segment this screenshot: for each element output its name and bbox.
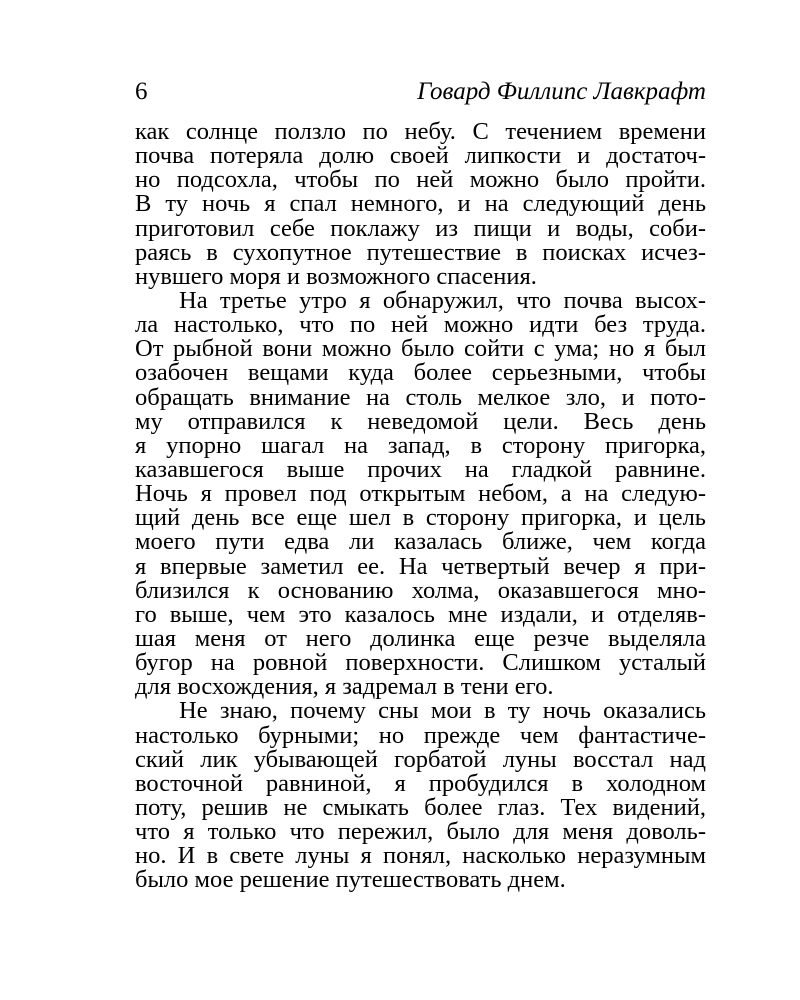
text-line: почва потеряла долю своей липкости и достаточ-	[135, 142, 706, 170]
text-line: было мое решение путешествовать днем.	[135, 866, 566, 894]
text-line: близился к основанию холма, оказавшегося мно-	[135, 576, 706, 604]
text-line: ский лик убывающей горбатой луны восстал над	[135, 745, 706, 773]
text-line: ла настолько, что по ней можно идти без труда.	[135, 311, 706, 339]
text-line: приготовил себе поклажу из пищи и воды, соби-	[135, 214, 706, 242]
text-line: Ночь я провел под открытым небом, а на следую-	[135, 480, 706, 508]
text-line: восточной равниной, я пробудился в холодном	[135, 769, 706, 797]
text-line: Не знаю, почему сны мои в ту ночь оказались	[179, 697, 706, 725]
body-text	[135, 120, 706, 893]
text-line: бугор на ровной поверхности. Слишком усталый	[135, 649, 706, 677]
text-line: В ту ночь я спал немного, и на следующий день	[135, 190, 706, 218]
text-line: озабочен вещами куда более серьезными, чтобы	[135, 359, 706, 387]
text-line: я впервые заметил ее. На четвертый вечер я при-	[135, 552, 706, 580]
text-line: но. И в свете луны я понял, насколько неразумным	[135, 842, 706, 870]
text-line: для восхождения, я задремал в тени его.	[135, 673, 554, 701]
text-line: я упорно шагал на запад, в сторону пригорка,	[135, 431, 706, 459]
text-line: му отправился к неведомой цели. Весь день	[135, 407, 706, 435]
text-line: шая меня от него долинка еще резче выделяла	[135, 624, 706, 652]
text-line: моего пути едва ли казалась ближе, чем когда	[135, 528, 706, 556]
text-line: обращать внимание на столь мелкое зло, и пото-	[135, 383, 706, 411]
text-line: настолько бурными; но прежде чем фантастиче-	[135, 721, 706, 749]
text-line: го выше, чем это казалось мне издали, и отделяв-	[135, 600, 706, 628]
text-line: щий день все еще шел в сторону пригорка, и цель	[135, 504, 706, 532]
text-line: раясь в сухопутное путешествие в поисках исчез-	[135, 238, 706, 266]
text-line: что я только что пережил, было для меня доволь-	[135, 818, 706, 846]
text-line: нувшего моря и возможного спасения.	[135, 262, 537, 290]
text-line: казавшегося выше прочих на гладкой равнине.	[135, 455, 706, 483]
text-line: На третье утро я обнаружил, что почва высох-	[179, 286, 706, 314]
text-line: От рыбной вони можно было сойти с ума; но я был	[135, 335, 706, 363]
text-line: как солнце ползло по небу. С течением времени	[135, 118, 706, 145]
running-head-author: Говард Филлипс Лавкрафт	[417, 78, 706, 105]
page-number: 6	[135, 78, 148, 105]
text-line: но подсохла, чтобы по ней можно было пройти.	[135, 166, 706, 194]
text-line: поту, решив не смыкать более глаз. Тех видений,	[135, 793, 706, 821]
